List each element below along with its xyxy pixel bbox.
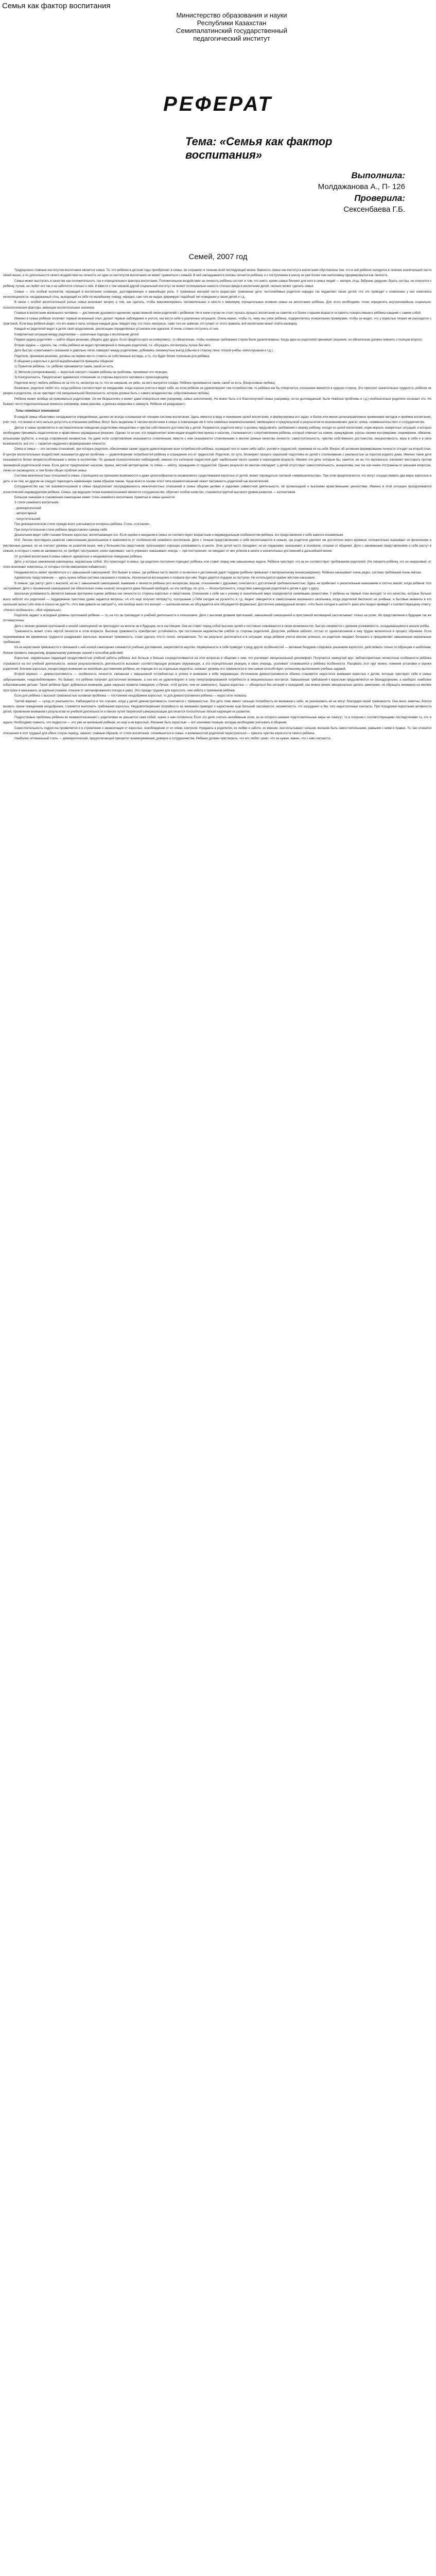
- body-paragraph: Каждый из родителей видит в детях своё продолжение, реализацию определённых установок или идеалов. И очень сложно отступить от них.: [14, 328, 219, 331]
- body-paragraph: Второй вариант — демонстративность — особенность личности, связанная с повышенной потребностью в успехе и внимании к себе окружающих. Источником демонстративности обычно становится недостаток внимания взрослых к детям, которые чувствуют себя в семье заброшенными, «недолюбленными». Но бывает, что ребёнок получает достаточное внимание, а оно его не удовлетворяет в силу гипертрофированной потребности в эмоциональных контактах. Завышенные требования к взрослым предъявляются не безнадзорными, а наоборот, наиболее избалованными детьми. Такой ребёнок будет добиваться внимания, даже нарушая правила поведения. («Лучше, чтоб ругали, чем не замечали»). Задача взрослых — обходиться без нотаций и назиданий, как можно менее эмоционально делать замечания, не обращать внимания на мелкие проступки и наказывать за крупные (скажем, отказом от запланированного похода в цирк). Это гораздо труднее для взрослого, чем забота о тревожном ребёнке.: [3, 673, 431, 692]
- body-paragraph: Третий вариант — «уход от реальности». Наблюдается в тех случаях, когда у детей демонстративность сочетается с тревожностью. Эти дети тоже имеют сильную потребность во внимании к себе, но реализовать её не могут благодаря своей тревожности. Они мало заметны, боятся вызвать своим поведением неодобрение, стремятся выполнять требования взрослых. Неудовлетворённая потребность во внимании приводит к нарастанию ещё большей пассивности, незаметности, что затрудняет и без того недостаточные контакты. При поощрении взрослыми активности детей, проявлении внимания к результатам их учебной деятельности и поиске путей творческой самореализации достигается относительно лёгкая коррекция их развития.: [3, 700, 431, 714]
- header-line: педагогический институт: [193, 35, 270, 42]
- body-paragraph: В семьях, где растут дети с высокой, но не с завышенной самооценкой, внимание к личности ребёнка (его интересам, вкусам, отношениям с друзьями) сочетается с достаточной требовательностью. Здесь не прибегают к унизительным наказаниям и охотно хвалят, когда ребёнок того заслуживает. Дети с пониженной самооценкой (не обязательно очень низкой) пользуются дома большей свободой, но эта свобода, по сути, — бесконтрольность, следствие равнодушия родителей к детям и друг к другу.: [3, 582, 431, 590]
- body-paragraph: При демократическом стиле прежде всего учитываются интересы ребёнка. Стиль «согласия».: [14, 523, 151, 527]
- body-paragraph: Именно в семье ребёнок получает первый жизненный опыт, делает первые наблюдения и учится, как вести себя в различных ситуациях. Очень важно, чтобы то, чему мы учим ребёнка, подкреплялось конкретными примерами, чтобы он видел, что у взрослых теория не расходится с практикой. Если ваш ребёнок видит, что его мама и папа, которые каждый день твердят ему, что лгать нехорошо, сами того не замечая, отступают от этого правила, всё воспитание может пойти насмарку.: [3, 317, 431, 326]
- body-paragraph: Школьная успеваемость является важным критерием оценки ребёнка как личности со стороны взрослых и сверстников. Отношение к себе как к ученику в значительной мере определяется семейными ценностями. У ребёнка на первый план выходят те его качества, которые больше всего заботят его родителей — поддержание престижа (дома задаются вопросы: «А кто ещё получил пятёрку?»), послушание («Тебя сегодня не ругали?») и т.д. Акцент смещается в самосознании маленького школьника, когда родителей беспокоят не учебные, а бытовые моменты в его школьной жизни («Из окон в классе не дует?», «Что вам давали на завтрак?»), или вообще мало что волнует — школьная жизнь не обсуждается или обсуждается формально. Достаточно равнодушный вопрос: «Что было сегодня в школе?» рано или поздно приведёт к соответствующему ответу: «Ничего особенного», «Всё нормально».: [3, 592, 431, 612]
- header-line: Семипалатинский государственный: [176, 27, 288, 35]
- body-paragraph: В общении у взрослых и детей вырабатываются принципы общения:: [14, 360, 114, 363]
- body-paragraph: Дети с низким уровнем притязаний и низкой самооценкой не претендуют на многое ни в будущем, ни в настоящем. Они не ставят перед собой высоких целей и постоянно сомневаются в своих возможностях, быстро смиряются с уровнем успеваемости, складывающимся в начале учёбы.: [14, 624, 430, 628]
- body-paragraph: Взрослые, недовольные падающей продуктивностью учебной работы ребёнка, всё больше и больше сосредоточиваются на этих вопросах в общении с ним, что усиливает эмоциональный дискомфорт. Получается замкнутый круг: неблагоприятные личностные особенности ребёнка отражаются на его учебной деятельности, низкая результативность деятельности вызывает соответствующую реакцию окружающих, а эта отрицательная реакция, в свою очередь, усиливает сложившиеся у ребёнка особенности. Разорвать этот круг можно, изменив установки и оценки родителей. Близкие взрослые, концентрируя внимание на малейших достижениях ребёнка, не порицая его за отдельные недочёты, снижают уровень его тревожности и тем самым способствуют успешному выполнению учебных заданий.: [3, 657, 431, 671]
- checked-value: Сексенбаева Г.Б.: [343, 205, 405, 214]
- body-paragraph: Дети, у которых заниженная самооценка, недовольны собой. Это происходит в семье, где родители постоянно порицают ребёнка, или ставят перед ним завышенные задачи. Ребёнок чувствует, что он не соответствует требованиям родителей. (Не говорите ребёнку, что он некрасивый, от этого возникают комплексы, от которых потом невозможно избавиться.): [3, 560, 431, 569]
- body-paragraph: - авторитарный: [14, 512, 37, 516]
- body-paragraph: Большое значение в становлении самооценки имеет стиль семейного воспитания, принятые в семье ценности.: [14, 496, 176, 500]
- body-paragraph: Тревожность может стать чертой личности в этом возрасте. Высокая тревожность приобретает устойчивость при постоянном недовольстве учёбой со стороны родителей. Допустим, ребёнок заболел, отстал от одноклассников и ему трудно включиться в процесс обучения. Если переживаемые им временные трудности раздражают взрослых, возникает тревожность, страх сделать что-то плохо, неправильно. Тот же результат достигается и в ситуации, когда ребёнок учится вполне успешно, но родители ожидают большего и предъявляют завышенные нереальные требования.: [3, 630, 431, 645]
- body-paragraph: При попустительском стиле ребёнок предоставлен самому себе.: [14, 528, 108, 532]
- header-line: Республики Казахстан: [197, 19, 267, 27]
- body-paragraph: Ребёнок может вообще не приниматься родителями. Он им безразличен и может даже отвергаться ими (например, семья алкоголиков). Но может быть и в благополучной семье (например, он не долгожданный, были тяжёлые проблемы и т.д.) необязательно родители осознают это. Но бывают чисто подсознательные моменты (например, мама красива, а девочка некрасива и замкнута. Ребёнок её раздражает.): [3, 397, 431, 406]
- document-title: РЕФЕРАТ: [163, 93, 273, 115]
- body-paragraph: Вторая задача — сделать так, чтобы ребёнок не видел противоречий в позициях родителей, т.е. обсуждать эти вопросы лучше без него.: [14, 344, 212, 347]
- body-paragraph: Семья может выступать в качестве как положительного, так и отрицательного фактора воспитания. Положительное воздействие на личность ребёнка состоит в том, что никто, кроме самых близких для него в семье людей — матери, отца, бабушки, дедушки, брата, сестры, не относится к ребёнку лучше, не любит его так и не заботится столько о нём. И вместе с тем никакой другой социальный институт не может потенциально нанести столько вреда в воспитании детей, сколько может сделать семья.: [3, 279, 431, 289]
- body-paragraph: Сотрудничество как тип взаимоотношений в семье предполагает опосредованность межличностных отношений в семье общими целями и задачами совместной деятельности, её организацией и высокими нравственными ценностями. Именно в этой ситуации преодолевается эгоистический индивидуализм ребёнка. Семья, где ведущим типом взаимоотношений является сотрудничество, обретает особое качество, становится группой высокого уровня развития — коллективом.: [3, 485, 431, 494]
- body-paragraph: Наиболее оптимальный стиль — демократический, предполагающий приоритет взаимоуважения, доверия и сотрудничества. Ребёнок должен чувствовать, что его любят, ценят, что он нужен, важен, что с ним считаются.: [14, 737, 332, 741]
- document-topic: Тема: «Семья как фактор воспитания»: [185, 135, 333, 161]
- body-paragraph: Главное в воспитании маленького человека — достижение душевного единения, нравственной связи родителей с ребёнком. Ни в коем случае не стоит пускать процесс воспитания на самотёк и в более старшем возрасте оставлять повзрослевшего ребёнка наедине с самим собой.: [14, 312, 422, 315]
- body-paragraph: От условий воспитания в семье зависит адекватное и неадекватное поведение ребёнка.: [14, 555, 143, 558]
- body-paragraph: Родители задают и исходный уровень притязаний ребёнка — то, на что он претендует в учебной деятельности и отношениях. Дети с высоким уровнем притязаний, завышенной самооценкой и престижной мотивацией рассчитывают только на успех. Их представления о будущем так же оптимистичны.: [3, 614, 431, 623]
- body-paragraph: В связи с особой воспитательной ролью семьи возникает вопрос о том, как сделать, чтобы максимизировать положительные и свести к минимуму отрицательные влияния семьи на воспитание ребёнка. Для этого необходимо точно определить внутрисемейные социально-психологические факторы, имеющие воспитательное значение.: [3, 301, 431, 310]
- body-paragraph: Дошкольник видит себя глазами близких взрослых, воспитывающих его. Если оценки и ожидания в семье не соответствуют возрастным и индивидуальным особенностям ребёнка, его представление о себе кажется искажённым.: [14, 533, 344, 537]
- institution-header: [154, 11, 309, 42]
- body-paragraph: Традиционно главным институтом воспитания является семья. То, что ребёнок в детские годы приобретает в семье, он сохраняет в течение всей последующей жизни. Важность семьи как института воспитания обусловлена тем, что в ней ребёнок находится в течение значительной части своей жизни, и по длительности своего воздействия на личность ни один из институтов воспитания не может сравниться с семьёй. В ней закладываются основы личности ребёнка, и к поступлению в школу он уже более чем наполовину сформировался как личность.: [3, 269, 431, 278]
- body-paragraph: Родители, принимая решение, должны на первое место ставить не собственные взгляды, а то, что будет более полезным для ребёнка.: [14, 354, 210, 358]
- body-paragraph: - демократический: [14, 506, 42, 510]
- page-tab-title: Семья как фактор воспитания: [2, 2, 111, 10]
- body-paragraph: Диктат в семье проявляется в систематическом поведении родителями инициативы и чувства собственного достоинства у детей. Разумеется, родители могут и должны предъявлять требования к своему ребёнку, исходя из целей воспитания, норм морали, конкретных ситуаций, в которых необходимо принимать педагогически и нравственно оправданные решения. Однако те из них, кто предпочитает всем видам воздействия приказ и насилие, сталкиваются с сопротивлением ребёнка, который отвечает на нажим, принуждение, угрозы своими контрмерами: лицемерием, обманом, вспышками грубости, а иногда откровенной ненавистью. Но даже если сопротивление оказывается сломленным, вместе с ним оказываются сломленными и многие ценные качества личности: самостоятельность, чувство собственного достоинства, инициативность, вера в себя и в свои возможности, всё это — гарантия неудачного формирования личности.: [3, 426, 431, 446]
- body-paragraph: - попустительский: [14, 517, 41, 521]
- body-paragraph: М.И. Лисина проследила развитие самосознания дошкольников в зависимости от особенностей семейного воспитания. Дети с точным представлением о себе воспитываются в семьях, где родители уделяют им достаточно много времени; положительно оценивают их физические и умственные данные, но не считают уровень их развития выше, чем у большинства сверстников; прогнозируют хорошую успеваемость в школе. Этих детей часто поощряют, но не подарками; наказывают, в основном, отказом от общения. Дети с заниженным представлением о себе растут в семьях, в которых с ними не занимаются, но требуют послушания; низко оценивают, часто упрекают, наказывают, иногда — при посторонних; не ожидают от них успехов в школе и значительных достижений в дальнейшей жизни.: [3, 539, 431, 553]
- body-paragraph: 3) Конгруэнтность. Предполагает адекватное отношение со стороны взрослого человека к происходящему.: [14, 376, 169, 380]
- done-value: Молдажанова А., П- 126: [318, 182, 405, 191]
- body-paragraph: Адекватное представление — здесь нужна гибкая система наказания и похвалы. Исключается восхищение и похвала при нём. Редко дарятся подарки за поступки. Не используются крайне жёсткие наказания.: [14, 577, 316, 580]
- authors-block: [240, 170, 405, 215]
- body-paragraph: Самостоятельность подростка проявляется и в стремлении к эмансипации от взрослых, освобождении от их опеки, контроля. Нуждаясь в родителях, их любви и заботе, их мнении, они испытывают сильное желание быть самостоятельными, равными с ними в правах. То, как сложатся отношения в этот трудный для обеих сторон период, зависит, главным образом, от стиля воспитания, сложившегося в семье, и возможностей родителей перестроиться — принять чувство взрослости своего ребёнка.: [3, 726, 431, 735]
- body-paragraph: Возможно, родители любят его, когда ребёнок соответствует их ожиданиям, когда хорошо учится и ведёт себя. но если ребёнок не удовлетворяет тем потребностям, то ребёнок как бы отвергается, отношение меняется в худшую сторону. Это приносит значительные трудности, ребёнок не уверен в родителях, он не чувствует той эмоциональной безопасности, которая должна быть с самого младенчества. (обусловленная любовь): [3, 386, 431, 396]
- body-paragraph: Опека в семье — это система отношений, при которых родители, обеспечивая своим трудом удовлетворение всех потребностей ребёнка, ограждают его от каких-либо забот, усилий и трудностей, принимая их на себя. Вопрос об активном формировании личности отходит на второй план. В центре воспитательных воздействий оказывается другая проблема — удовлетворение потребностей ребёнка и ограждение его от трудностей. Родители, по сути, блокируют процесс серьёзной подготовки их детей к столкновению с реальностью за порогом родного дома. Именно такие дети оказываются более неприспособленными к жизни в коллективе. По данным психологических наблюдений, именно эта категория подростков даёт наибольшее число срывов в переходном возрасте. Именно эти дети, которым бы, кажется, не на что жаловаться, начинают восставать против чрезмерной родительской опеки. Если диктат предполагает насилие, приказ, жёсткий авторитаризм, то опека — заботу, ограждение от трудностей. Однако результат во многом совпадает: у детей отсутствует самостоятельность, инициатива, они так или иначе отстранены от решения вопросов, лично их касающихся, а тем более общих проблем семьи.: [3, 448, 431, 473]
- body-paragraph: Из-за нарастания тревожности и связанной с ней низкой самооценки снижаются учебные достижения, закрепляется неуспех. Неуверенность в себе приводит к ряду других особенностей — желанию бездумно следовать указаниям взрослого, действовать только по образцам и шаблонам, боязни проявить инициативу, формальному усвоению знаний и способов действий.: [3, 646, 431, 655]
- body-paragraph: Конфликтная ситуация между родителями — различные подходы к воспитанию детей.: [14, 333, 139, 336]
- body-paragraph: Подростковые проблемы ребёнка во взаимоотношениях с родителями не решаются сами собой, нужно к ним готовиться. Если это дело считать неизбежным злом, из-за которого никакие подготовительные меры не помогут, то и получим с соответствующими последствиями то, что и ждали. Необходимо помнить, что подросток — это уже не маленький ребёнок, но ещё и не взрослый. Желание быть взрослым — вот ключевая позиция, которую необходимо учитывать в общении.: [3, 716, 431, 725]
- body-paragraph: 3 стиля семейного воспитания:: [14, 501, 60, 505]
- city-year: Семей, 2007 год: [188, 252, 248, 261]
- body-paragraph: 1) Принятие ребёнка, т.е. ребёнок принимается таким, какой он есть.: [14, 365, 114, 369]
- body-paragraph: Семья — это особый коллектив, играющий в воспитании основную, долговременную и важнейшую роль. У тревожных матерей часто вырастают тревожные дети; честолюбивые родители нередко так подавляют своих детей, что это приводит к появлению у них комплекса неполноценности; несдержанный отец, выходящий из себя по малейшему поводу, нередко, сам того не ведая, формирует подобный тип поведения у своих детей и т.д.: [3, 290, 431, 299]
- done-label: Выполнила:: [351, 171, 405, 180]
- body-paragraph: Типы семейных отношений: [15, 409, 60, 413]
- document-body: [3, 268, 431, 742]
- body-paragraph: В каждой семье объективно складывается определённая, далеко не всегда осознанная её членами система воспитания. Здесь имеется в виду и понимание целей воспитания, и формулировка его задач, и более или менее целенаправленное применение методов и приёмов воспитания, учёт того, что можно и чего нельзя допустить в отношении ребёнка. Могут быть выделены 4 тактики воспитания в семье и отвечающие им 4 типа семейных взаимоотношений, являющиеся и предпосылкой и результатом их возникновения: диктат, опека, «невмешательство» и сотрудничество.: [3, 415, 431, 425]
- body-paragraph: Родители могут любить ребёнка не за что-то, несмотря на то, что он некрасив, не умён, на него жалуются соседи. Ребёнок принимается таким, какой он есть. (Безусловная любовь): [14, 381, 275, 385]
- body-paragraph: Первая задача родителей — найти общее решение, убедить друг друга. Если придётся идти на компромисс, то обязательно, чтобы основные требования сторон были удовлетворены. Когда один из родителей принимает решение, он обязательно должен помнить о позиции второго.: [14, 338, 423, 342]
- body-paragraph: Дети быстро «схватывают» сказанное и довольно легко лавируют между родителями, добиваясь сиюминутных выгод (обычно в сторону лени, плохой учёбы, непослушания и т.д.).: [14, 349, 274, 353]
- body-paragraph: Если для ребёнка с высокой тревожностью основная проблема — постоянное неодобрение взрослых, то для демонстративного ребёнка — недостаток похвалы.: [14, 694, 248, 698]
- checked-label: Проверила:: [354, 193, 405, 203]
- body-paragraph: 2) Эмпатия (сопереживание) — взрослый смотрит глазами ребёнка на проблемы, принимает его позицию.: [14, 370, 168, 374]
- body-paragraph: Система межличностных отношений в семье, строящаяся на признании возможности и даже целесообразности независимого существования взрослых от детей, может порождаться тактикой «невмешательства». При этом предполагается, что могут сосуществовать два мира: взрослые и дети, и ни тем, ни другим не следует переходить намеченную таким образом линию. Чаще всего в основе этого типа взаимоотношений лежит пассивность родителей как воспитателей.: [3, 474, 431, 483]
- header-line: Министерство образования и науки: [176, 11, 287, 19]
- body-paragraph: Неадекватность может проявляться и с завышенной самооценкой. Это бывает в семье, где ребёнка часто хвалят, и за мелочи и достижения дарят подарки (ребёнок привыкает к материальному вознаграждению). Ребёнка наказывают очень редко, система требования очень мягкая.: [14, 571, 422, 574]
